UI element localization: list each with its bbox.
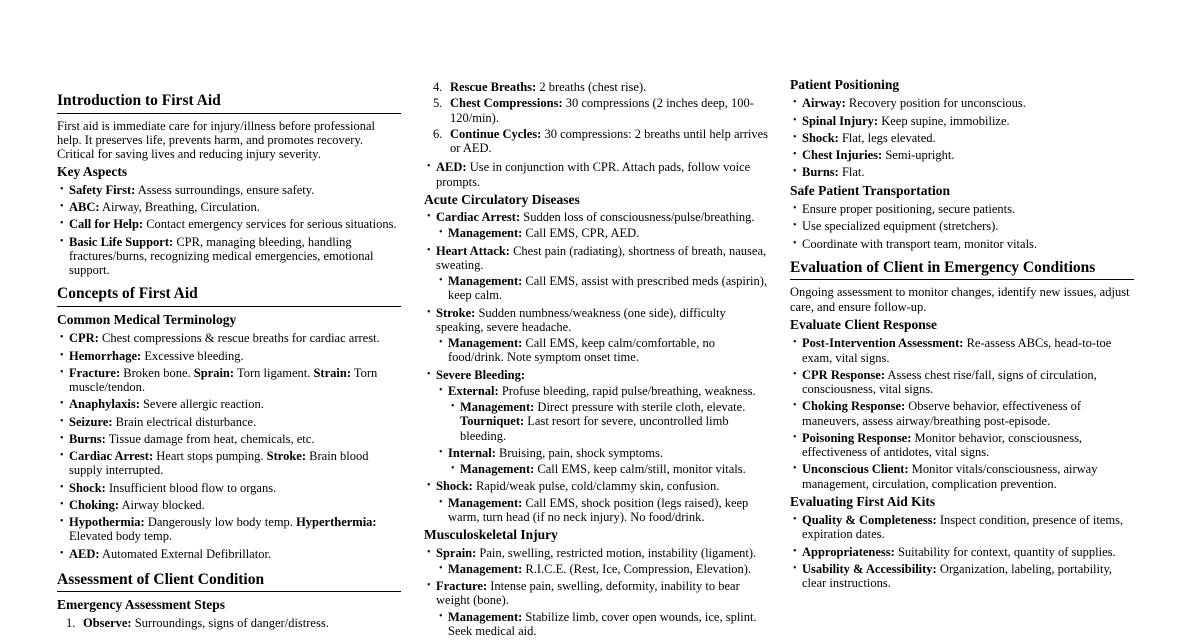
list-item: • Management: Call EMS, CPR, AED. (436, 226, 769, 240)
list-item: • Ensure proper positioning, secure patients. (790, 202, 1134, 216)
list-item: • Choking: Airway blocked. (57, 498, 401, 512)
column-left (57, 92, 401, 632)
list-item: • Management: Call EMS, shock position (legs raised), keep warm, turn head (if no neck injury). No food/drink. (436, 496, 769, 525)
subheading-key-aspects: Key Aspects (57, 164, 128, 180)
list-item: • Quality & Completeness: Inspect condition, presence of items, expiration dates. (790, 513, 1134, 542)
terminology-list (57, 331, 401, 561)
list-item: • Safety First: Assess surroundings, ensure safety. (57, 183, 401, 197)
subheading-circulatory: Acute Circulatory Diseases (424, 191, 580, 207)
column-middle (424, 80, 769, 641)
list-item: • Call for Help: Contact emergency services for serious situations. (57, 217, 401, 231)
list-item: • Anaphylaxis: Severe allergic reaction. (57, 397, 401, 411)
evaluation-text: Ongoing assessment to monitor changes, identify new issues, adjust care, and ensure follow-up. (790, 285, 1130, 314)
musculoskeletal-list (424, 546, 769, 639)
list-item: • Appropriateness: Suitability for context, quantity of supplies. (790, 545, 1134, 559)
client-response-list (790, 336, 1134, 491)
column-right (790, 77, 1134, 593)
list-item: • Post-Intervention Assessment: Re-assess ABCs, head-to-toe exam, vital signs. (790, 336, 1134, 365)
first-aid-kits-list (790, 513, 1134, 590)
list-item: • Hypothermia: Dangerously low body temp. Hyperthermia: Elevated body temp. (57, 515, 401, 544)
cpr-steps-list (424, 80, 769, 155)
list-item: • Stroke: Sudden numbness/weakness (one side), difficulty speaking, severe headache. • Management: Call EMS, keep calm/comfortable, no food/drink. Note symptom onset time. (424, 306, 769, 365)
list-item: 4. Rescue Breaths: 2 breaths (chest rise). (433, 80, 647, 94)
list-item: • Shock: Flat, legs elevated. (790, 131, 1134, 145)
subheading-first-aid-kits: Evaluating First Aid Kits (790, 493, 936, 509)
list-item: • Internal: Bruising, pain, shock symptoms. • Management: Call EMS, keep calm/still, monitor vitals. (436, 446, 769, 477)
section-heading-concepts: Concepts of First Aid (57, 285, 401, 307)
subheading-terminology: Common Medical Terminology (57, 311, 237, 327)
list-item: • Unconscious Client: Monitor vitals/consciousness, airway management, circulation, complication prevention. (790, 462, 1134, 491)
list-item: • Management: Call EMS, keep calm/still, monitor vitals. (448, 462, 769, 476)
section-heading-assessment: Assessment of Client Condition (57, 571, 401, 593)
list-item: • Sprain: Pain, swelling, restricted motion, instability (ligament). • Management: R.I.C.E. (Rest, Ice, Compression, Elevation). (424, 546, 769, 577)
list-item: • Airway: Recovery position for unconscious. (790, 96, 1134, 110)
aed-list (424, 160, 769, 189)
transport-list (790, 202, 1134, 251)
list-item: • Hemorrhage: Excessive bleeding. (57, 349, 401, 363)
list-item: • Usability & Accessibility: Organization, labeling, portability, clear instructions. (790, 562, 1134, 591)
list-item: • Severe Bleeding: • External: Profuse bleeding, rapid pulse/breathing, weakness. • Management: Direct pressure with sterile cloth, elevate. Tourniquet: Last resort for severe, uncontrolled limb bleeding. • Internal: Bruising, pain, shock symptoms. • Management: Call EMS, keep calm/still, monitor vitals. (424, 368, 769, 477)
list-item: 1. Observe: Surroundings, signs of danger/distress. (66, 615, 329, 630)
list-item: • ABC: Airway, Breathing, Circulation. (57, 200, 401, 214)
list-item: 5. Chest Compressions: 30 compressions (2 inches deep, 100-120/min). (433, 96, 754, 125)
list-item: • Fracture: Intense pain, swelling, deformity, inability to bear weight (bone). • Management: Stabilize limb, cover open wounds, ice, splint. Seek medical aid. (424, 579, 769, 638)
list-item: • Choking Response: Observe behavior, effectiveness of maneuvers, assess airway/breathing post-episode. (790, 399, 1134, 428)
list-item: • Fracture: Broken bone. Sprain: Torn ligament. Strain: Torn muscle/tendon. (57, 366, 401, 395)
subheading-transport: Safe Patient Transportation (790, 182, 950, 198)
list-item: • CPR Response: Assess chest rise/fall, signs of circulation, consciousness, vital signs. (790, 368, 1134, 397)
intro-text: First aid is immediate care for injury/illness before professional help. It preserves life, prevents harm, and promotes recovery. Critical for saving lives and reducing injury severity. (57, 118, 375, 162)
subheading-positioning: Patient Positioning (790, 77, 900, 92)
list-item: • Shock: Insufficient blood flow to organs. (57, 481, 401, 495)
list-item: • Chest Injuries: Semi-upright. (790, 148, 1134, 162)
list-item: • Coordinate with transport team, monitor vitals. (790, 237, 1134, 251)
list-item: • CPR: Chest compressions & rescue breaths for cardiac arrest. (57, 331, 401, 345)
list-item: • AED: Use in conjunction with CPR. Attach pads, follow voice prompts. (424, 160, 769, 189)
list-item: 6. Continue Cycles: 30 compressions: 2 breaths until help arrives or AED. (433, 126, 769, 155)
list-item: • External: Profuse bleeding, rapid pulse/breathing, weakness. • Management: Direct pressure with sterile cloth, elevate. Tourniquet: Last resort for severe, uncontrolled limb bleeding. (436, 384, 769, 443)
list-item: • Management: Call EMS, assist with prescribed meds (aspirin), keep calm. (436, 274, 769, 303)
list-item: • Poisoning Response: Monitor behavior, consciousness, effectiveness of antidotes, vital signs. (790, 431, 1134, 460)
list-item: • Heart Attack: Chest pain (radiating), shortness of breath, nausea, sweating. • Management: Call EMS, assist with prescribed meds (aspirin), keep calm. (424, 244, 769, 303)
list-item: • Management: Stabilize limb, cover open wounds, ice, splint. Seek medical aid. (436, 610, 769, 639)
list-item: • Management: Call EMS, keep calm/comfortable, no food/drink. Note symptom onset time. (436, 336, 769, 365)
list-item: • Use specialized equipment (stretchers). (790, 219, 1134, 233)
list-item: • Management: R.I.C.E. (Rest, Ice, Compression, Elevation). (436, 562, 769, 576)
subheading-musculoskeletal: Musculoskeletal Injury (424, 527, 558, 543)
section-heading-intro: Introduction to First Aid (57, 92, 401, 114)
list-item: • Seizure: Brain electrical disturbance. (57, 415, 401, 429)
subheading-client-response: Evaluate Client Response (790, 316, 938, 332)
list-item: • Cardiac Arrest: Heart stops pumping. Stroke: Brain blood supply interrupted. (57, 449, 401, 478)
list-item: • Shock: Rapid/weak pulse, cold/clammy skin, confusion. • Management: Call EMS, shock position (legs raised), keep warm, turn head (if no neck injury). No food/drink. (424, 479, 769, 524)
circulatory-list (424, 210, 769, 524)
list-item: • Spinal Injury: Keep supine, immobilize. (790, 114, 1134, 128)
list-item: • AED: Automated External Defibrillator. (57, 547, 401, 561)
list-item: • Cardiac Arrest: Sudden loss of consciousness/pulse/breathing. • Management: Call EMS, CPR, AED. (424, 210, 769, 241)
list-item: • Burns: Flat. (790, 165, 1134, 179)
key-aspects-list (57, 183, 401, 278)
section-heading-evaluation: Evaluation of Client in Emergency Conditions (790, 259, 1134, 281)
list-item: • Burns: Tissue damage from heat, chemicals, etc. (57, 432, 401, 446)
subheading-assessment-steps: Emergency Assessment Steps (57, 597, 225, 613)
assessment-steps-list (57, 616, 401, 630)
list-item: • Basic Life Support: CPR, managing bleeding, handling fractures/burns, recognizing medical emergencies, emotional support. (57, 235, 401, 278)
positioning-list (790, 96, 1134, 179)
list-item: • Management: Direct pressure with sterile cloth, elevate. Tourniquet: Last resort for severe, uncontrolled limb bleeding. (448, 400, 769, 443)
